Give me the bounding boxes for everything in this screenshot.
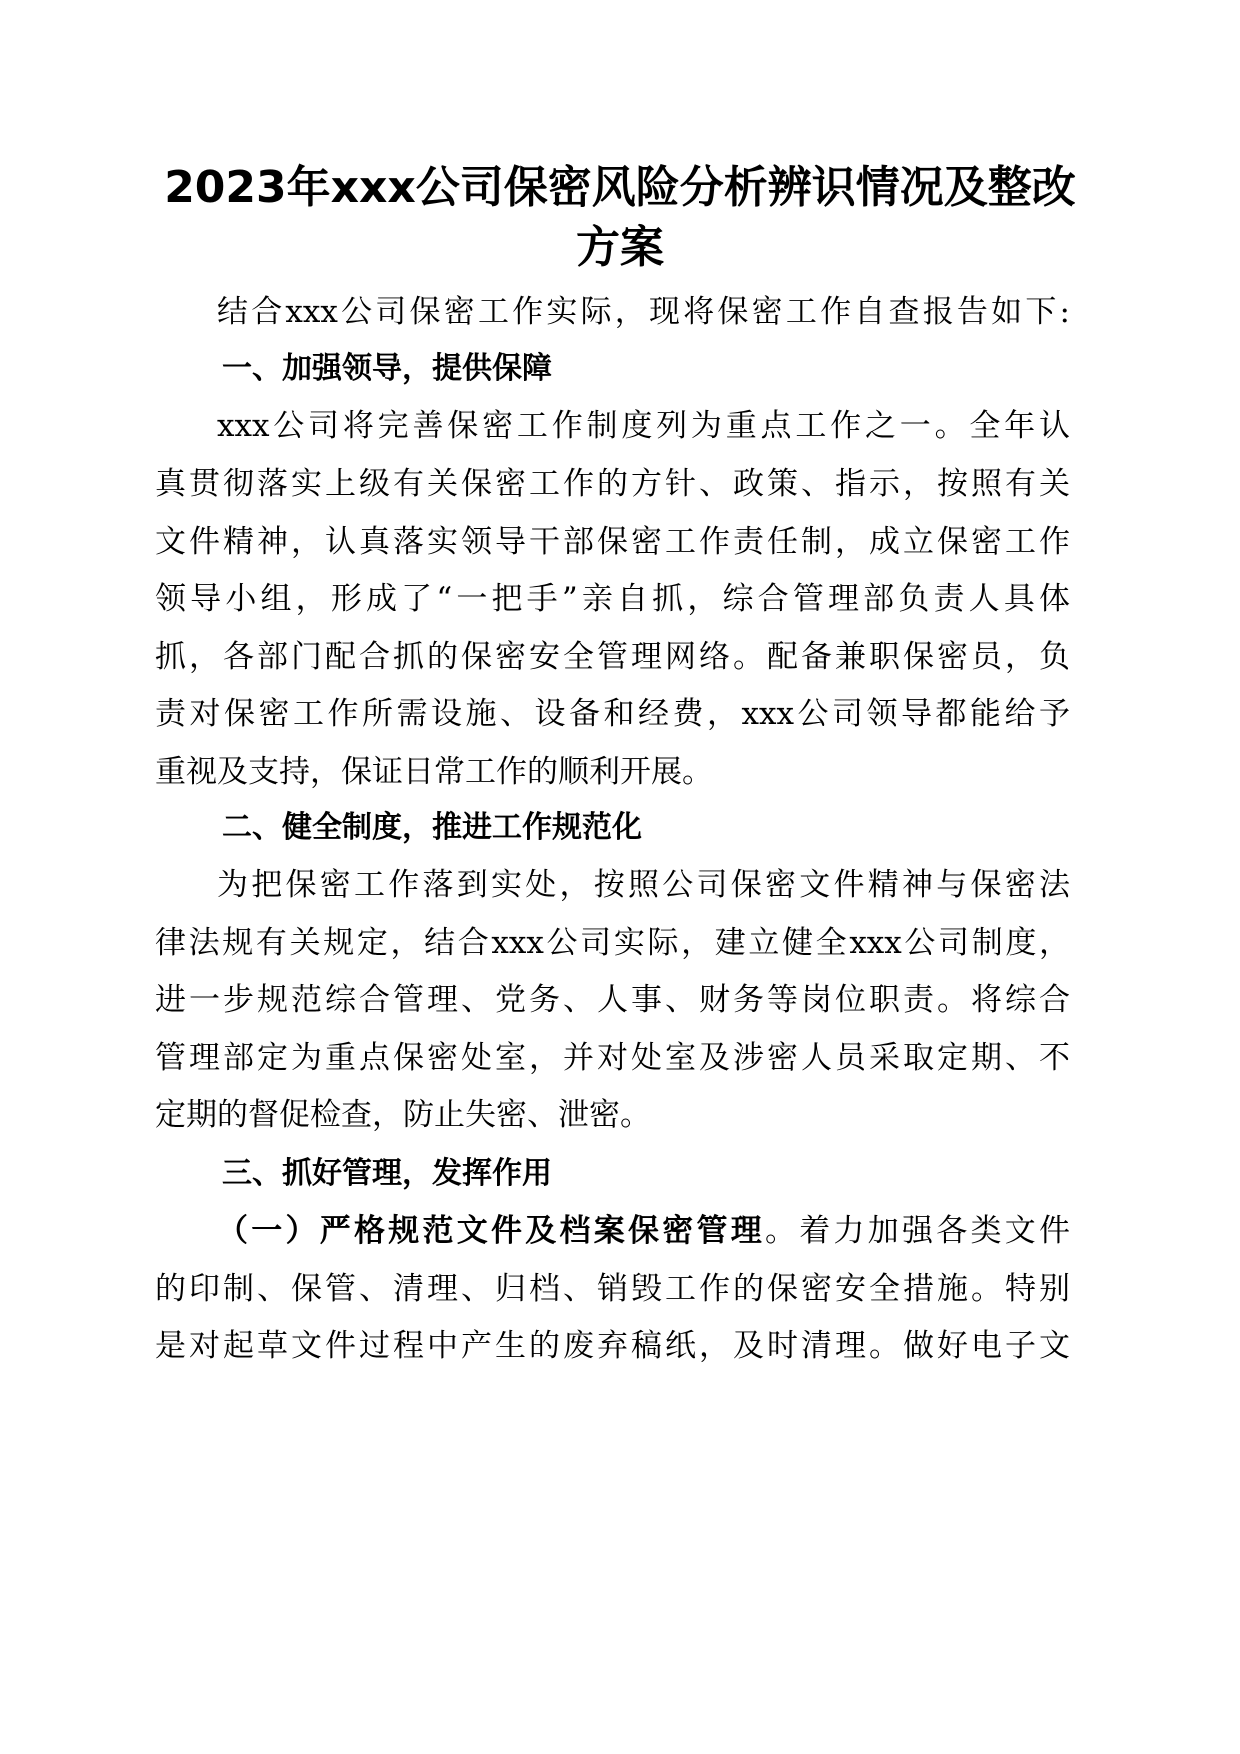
section-2-line-4: 管理部定为重点保密处室，并对处室及涉密人员采取定期、不 [155,1040,1070,1076]
subsection-1-first-line-text: 。着力加强各类文件 [765,1213,1070,1249]
section-1-line-4: 领导小组，形成了“一把手”亲自抓，综合管理部负责人具体 [155,581,1070,617]
section-3-heading: 三、抓好管理，发挥作用 [222,1156,552,1191]
intro-paragraph: 结合xxx公司保密工作实际，现将保密工作自查报告如下: [217,294,1070,330]
document-title-line-1: 2023年xxx公司保密风险分析辨识情况及整改 [164,162,1076,213]
section-1-line-7: 重视及支持，保证日常工作的顺利开展。 [155,754,713,790]
section-2-line-3: 进一步规范综合管理、党务、人事、财务等岗位职责。将综合 [155,982,1070,1018]
document-title-line-2: 方案 [576,222,664,273]
subsection-1-line-3: 是对起草文件过程中产生的废弃稿纸，及时清理。做好电子文 [155,1328,1070,1364]
section-1-line-2: 真贯彻落实上级有关保密工作的方针、政策、指示，按照有关 [155,466,1070,502]
section-1-line-6: 责对保密工作所需设施、设备和经费，xxx公司领导都能给予 [155,696,1070,732]
section-1-line-5: 抓，各部门配合抓的保密安全管理网络。配备兼职保密员，负 [155,639,1070,675]
section-2-line-2: 律法规有关规定，结合xxx公司实际，建立健全xxx公司制度， [155,925,1070,961]
section-1-line-3: 文件精神，认真落实领导干部保密工作责任制，成立保密工作 [155,524,1070,560]
subsection-1-line-2: 的印制、保管、清理、归档、销毁工作的保密安全措施。特别 [155,1271,1070,1307]
section-2-line-5: 定期的督促检查，防止失密、泄密。 [155,1097,651,1133]
section-1-line-1: xxx公司将完善保密工作制度列为重点工作之一。全年认 [217,408,1070,444]
section-1-heading: 一、加强领导，提供保障 [222,351,552,386]
subsection-1-first-line [217,1209,1070,1253]
section-2-heading: 二、健全制度，推进工作规范化 [222,810,642,845]
subsection-1-label: （一）严格规范文件及档案保密管理 [217,1213,765,1249]
section-2-line-1: 为把保密工作落到实处，按照公司保密文件精神与保密法 [217,867,1070,903]
